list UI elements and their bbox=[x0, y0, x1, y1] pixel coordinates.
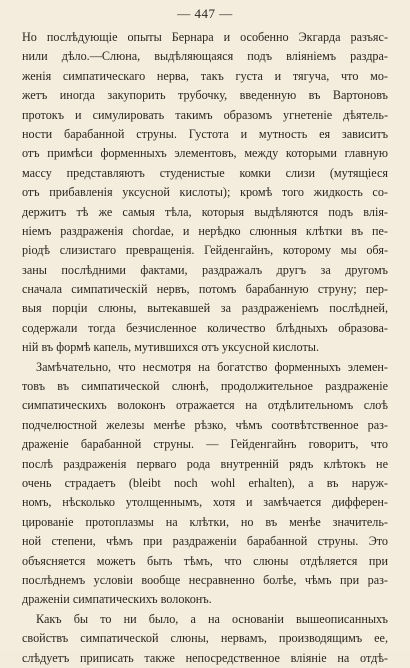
text-line: женія симпатическаго нерва, такъ густа и тягуча, что мо- bbox=[22, 68, 388, 83]
text-line: жетъ иногда закупорить трубочку, введенную въ Вартоновъ bbox=[22, 88, 388, 103]
text-line: массу представляютъ студенистые комки слизи (мутящіеся bbox=[22, 165, 388, 180]
paragraph bbox=[22, 358, 388, 610]
text-line: слѣдуетъ приписать также непосредственное вліяніе на отдѣ- bbox=[22, 650, 388, 665]
text-line: Замѣчательно, что несмотря на богатство форменныхъ элемен- bbox=[36, 359, 388, 374]
text-line: ности барабанной струны. Густота и мутность ея зависитъ bbox=[22, 126, 388, 141]
text-line: ріодѣ слизистаго превращенія. Гейденгайнъ, которому мы обя- bbox=[22, 243, 388, 258]
text-line: ніемъ раздраженія chordae, и нерѣдко слюнныя клѣтки въ пе- bbox=[22, 223, 388, 238]
text-line: держитъ тѣ же самыя тѣла, которыя выдѣляются подъ влія- bbox=[22, 204, 388, 219]
text-line: ній въ формѣ капель, мутившихся отъ уксусной кислоты. bbox=[22, 340, 320, 355]
text-line: Какъ бы то ни было, а на основаніи вышеописанныхъ bbox=[36, 611, 388, 626]
text-line: очень страдаетъ (bleibt noch wohl erhalten), а въ наруж- bbox=[22, 475, 388, 490]
text-line: свойствъ симпатической слюны, нервамъ, производящимъ ее, bbox=[22, 631, 388, 646]
text-line: драженіе барабанной струны. — Гейденгайнъ говоритъ, что bbox=[22, 437, 388, 452]
text-line: Но послѣдующіе опыты Бернара и особенно Экгарда разъяс- bbox=[22, 30, 388, 44]
text-line: драженіи симпатическихъ волоконъ. bbox=[22, 592, 212, 607]
text-line: нили дѣло.—Слюна, выдѣляющаяся подъ вліяніемъ раздра- bbox=[22, 49, 388, 64]
text-line: номъ, нѣсколько утолщеннымъ, хотя и замѣчается дифферен- bbox=[22, 495, 388, 510]
text-line: объясняется можетъ быть тѣмъ, что слюны отдѣляется при bbox=[22, 553, 388, 568]
text-line: симпатическихъ волоконъ отражается на отдѣлительномъ слоѣ bbox=[22, 398, 388, 413]
text-line: подчелюстной железы менѣе рѣзко, чѣмъ соотвѣтственное раз- bbox=[22, 417, 388, 432]
text-line: цированіе протоплазмы на клѣтки, но въ менѣе значитель- bbox=[22, 514, 388, 529]
text-line: послѣ раздраженія перваго рода внутренній рядъ клѣтокъ не bbox=[22, 456, 388, 471]
text-line: протокъ и симулировать такимъ образомъ угнетеніе дѣятель- bbox=[22, 107, 388, 122]
paragraph bbox=[22, 28, 388, 358]
text-line: товъ въ симпатической слюнѣ, продолжительное раздраженіе bbox=[22, 379, 388, 394]
text-line: сначала симпатическій нервъ, потомъ барабанную струну; пер- bbox=[22, 282, 388, 297]
text-line: выя порціи слюны, вытекавшей за раздраженіемъ послѣдней, bbox=[22, 301, 388, 316]
text-line: ной степени, чѣмъ при раздраженіи барабанной струны. Это bbox=[22, 534, 388, 549]
body-text bbox=[22, 28, 388, 668]
text-line: заны послѣдними фактами, раздражалъ другъ за другомъ bbox=[22, 262, 388, 277]
text-line: содержали тогда безчисленное количество блѣдныхъ образова- bbox=[22, 320, 388, 335]
paragraph bbox=[22, 610, 388, 668]
page-number: — 447 — bbox=[177, 6, 233, 21]
text-line: отъ примѣси форменныхъ элементовъ, между которыми главную bbox=[22, 146, 388, 161]
text-line: отъ прибавленія уксусной кислоты); кромѣ того жидкость со- bbox=[22, 185, 388, 200]
text-line: послѣднемъ условіи вообще несравненно болѣе, чѣмъ при раз- bbox=[22, 572, 388, 587]
